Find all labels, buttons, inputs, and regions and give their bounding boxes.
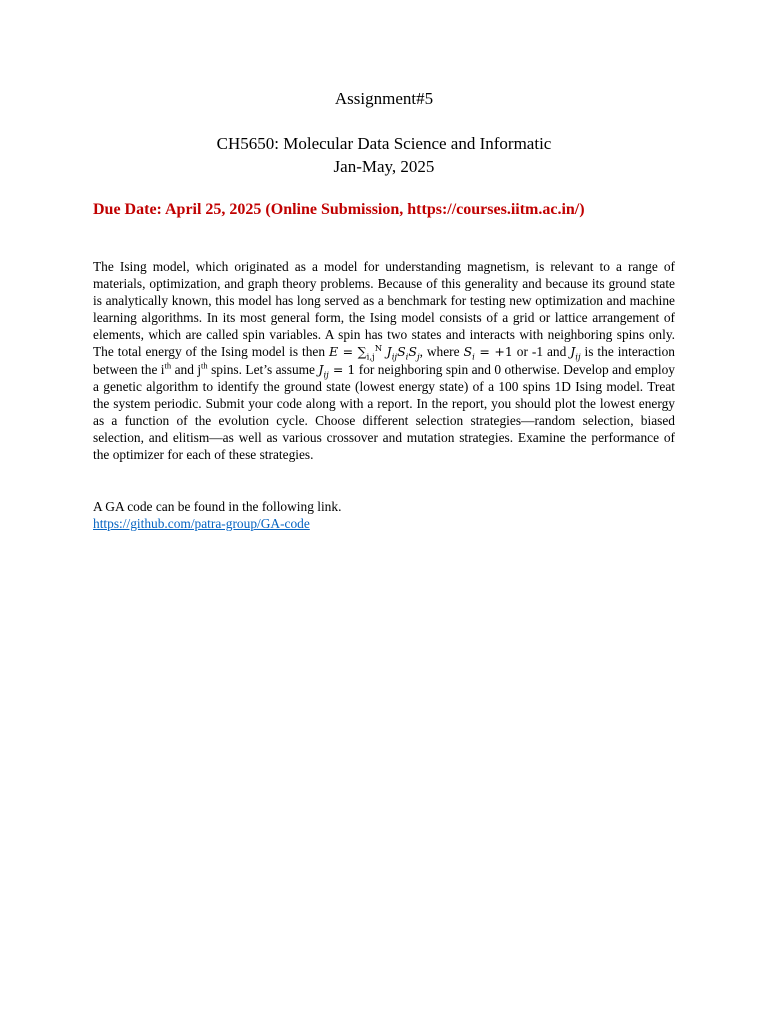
energy-equation: $E = \sum_{i,j}^N$ $J_{ij}S_iS_j$ [328, 344, 420, 363]
desc-sup-1: th [164, 360, 172, 371]
coupling-equation: $J_{ij} = 1$ [318, 361, 356, 381]
assignment-title: Assignment#5 [334, 89, 434, 108]
ga-intro-text: A GA code can be found in the following link. [93, 499, 342, 514]
desc-part-1: The Ising model, which originated as a model for understanding magnetism, is relevant to a range of materials, optimization, and graph theory problems. Because of this generality and because its ground state is analytically known, this model has long served as a benchmark for testing new optimization and machine learning algorithms. In its most general form, the Ising model consists of a grid or lattice arrangement of elements, which are called spin variables. A spin has two states and interacts with neighboring spins only. The total energy of the Ising model is then [93, 259, 675, 360]
desc-part-3: or -1 and [516, 344, 567, 360]
due-date: Due Date: April 25, 2025 (Online Submission, https://courses.iitm.ac.in/) [93, 201, 585, 218]
desc-part-7: for neighboring spin and 0 otherwise. Develop and employ a genetic algorithm to identify the ground state (lowest energy state) of a 100 spins 1D Ising model. Treat the system periodic. Submit your code along with a report. In the report, you should plot the lowest energy as a function of the evolution cycle. Choose different selection strategies—random selection, biased selection, and elitism—as well as various crossover and mutation strategies. Examine the performance of the optimizer for each of these strategies. [93, 361, 675, 463]
ga-code-link[interactable]: https://github.com/patra-group/GA-code [93, 516, 310, 531]
assignment-description [93, 258, 675, 463]
term-line: Jan-May, 2025 [333, 157, 435, 176]
desc-sup-2: th [201, 360, 208, 371]
desc-part-2: , where [419, 344, 460, 360]
course-title: CH5650: Molecular Data Science and Informatic [216, 134, 552, 153]
coupling-symbol: $J_{ij}$ [570, 344, 581, 363]
spin-value-equation: $S_i = +1$ [463, 344, 513, 363]
desc-part-4: is the interaction between the i [93, 344, 675, 377]
desc-part-5: and j [174, 361, 202, 377]
desc-part-6: spins. Let’s assume [211, 361, 315, 377]
